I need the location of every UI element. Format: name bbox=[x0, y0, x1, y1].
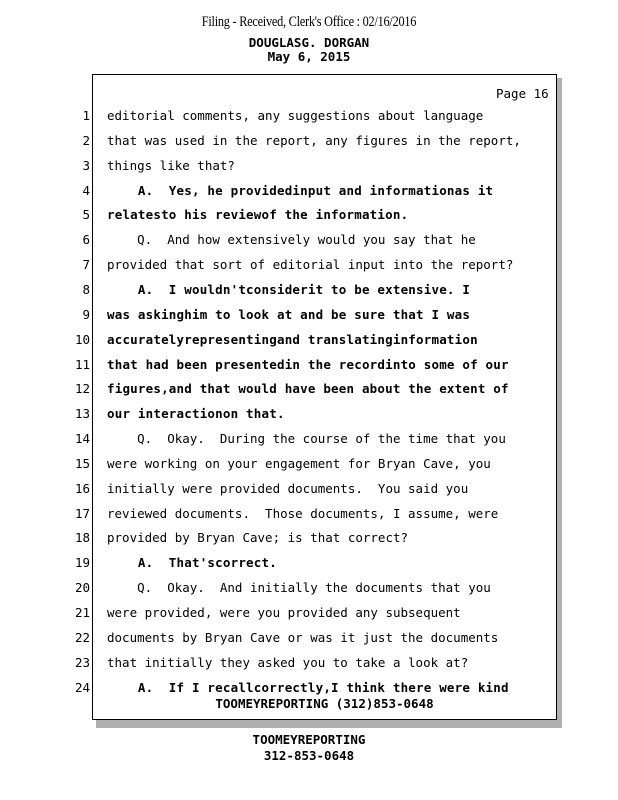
transcript-line bbox=[0, 158, 600, 178]
line-number: 16 bbox=[74, 480, 90, 496]
transcript-line bbox=[0, 530, 600, 550]
transcript-line bbox=[0, 431, 600, 451]
transcript-line bbox=[0, 108, 600, 128]
line-number: 9 bbox=[82, 306, 90, 322]
line-text: were provided, were you provided any subsequent bbox=[107, 605, 461, 620]
transcript-line bbox=[0, 207, 600, 227]
line-text: Q. Okay. During the course of the time that you bbox=[107, 431, 506, 447]
transcript-line bbox=[0, 332, 600, 352]
line-text: provided that sort of editorial input into the report? bbox=[107, 257, 514, 273]
line-number: 14 bbox=[74, 431, 90, 447]
line-number: 15 bbox=[74, 455, 90, 471]
footer-company: TOOMEYREPORTING bbox=[252, 732, 366, 747]
deposition-date: May 6, 2015 bbox=[267, 49, 351, 64]
line-number: 13 bbox=[74, 406, 90, 422]
line-text: documents by Bryan Cave or was it just the documents bbox=[107, 629, 499, 645]
line-number: 3 bbox=[82, 157, 90, 173]
line-number: 21 bbox=[74, 605, 90, 620]
line-text: Q. And how extensively would you say that he bbox=[107, 232, 476, 248]
line-number: 22 bbox=[74, 629, 90, 645]
transcript-line bbox=[0, 655, 600, 675]
line-text: were working on your engagement for Bryan Cave, you bbox=[107, 455, 491, 471]
line-number: 4 bbox=[82, 182, 90, 198]
line-text: editorial comments, any suggestions about language bbox=[107, 108, 484, 123]
transcript-line bbox=[0, 506, 600, 526]
line-number: 6 bbox=[82, 232, 90, 248]
line-number: 18 bbox=[74, 530, 90, 546]
reporter-footer: TOOMEYREPORTING (312)853-0648 bbox=[215, 696, 434, 711]
line-number: 23 bbox=[74, 654, 90, 670]
transcript-line bbox=[0, 555, 600, 575]
line-text: accuratelyrepresentingand translatinginformation bbox=[107, 331, 478, 347]
line-number: 24 bbox=[74, 679, 90, 695]
transcript-line bbox=[0, 357, 600, 377]
line-number: 17 bbox=[74, 505, 90, 521]
line-number: 2 bbox=[82, 132, 90, 148]
transcript-line bbox=[0, 257, 600, 277]
line-text: was askinghim to look at and be sure that I was bbox=[107, 306, 471, 322]
transcript-line bbox=[0, 456, 600, 476]
filing-stamp: Filing - Received, Clerk's Office : 02/16/2016 bbox=[201, 14, 417, 30]
line-text: A. I wouldn'tconsiderit to be extensive. I bbox=[107, 281, 471, 297]
line-number: 5 bbox=[82, 207, 90, 223]
transcript-line bbox=[0, 282, 600, 302]
transcript-line bbox=[0, 481, 600, 501]
line-number: 7 bbox=[82, 257, 90, 273]
page-number: Page 16 bbox=[496, 86, 549, 101]
line-number: 12 bbox=[74, 381, 90, 397]
line-text: A. That'scorrect. bbox=[107, 555, 277, 571]
line-text: figures,and that would have been about the extent of bbox=[107, 381, 509, 397]
line-number: 19 bbox=[74, 555, 90, 571]
transcript-line bbox=[0, 183, 600, 203]
page-footer bbox=[0, 732, 618, 764]
transcript-line bbox=[0, 630, 600, 650]
transcript-line bbox=[0, 580, 600, 600]
line-text: relatesto his reviewof the information. bbox=[107, 207, 409, 223]
line-text: our interactionon that. bbox=[107, 406, 285, 422]
line-text: A. If I recallcorrectly,I think there were kind bbox=[107, 679, 509, 695]
line-number: 11 bbox=[74, 356, 90, 372]
transcript-line bbox=[0, 406, 600, 426]
line-text: that was used in the report, any figures in the report, bbox=[107, 132, 521, 148]
transcript-line bbox=[0, 307, 600, 327]
transcript-line bbox=[0, 133, 600, 153]
transcript-line bbox=[0, 381, 600, 401]
line-number: 20 bbox=[74, 580, 90, 596]
line-text: Q. Okay. And initially the documents that you bbox=[107, 580, 491, 596]
deponent-name: DOUGLASG. DORGAN bbox=[248, 35, 370, 50]
line-text: reviewed documents. Those documents, I assume, were bbox=[107, 505, 499, 521]
transcript-line bbox=[0, 232, 600, 252]
line-text: initially were provided documents. You said you bbox=[107, 480, 469, 496]
footer-phone: 312-853-0648 bbox=[263, 748, 355, 763]
line-text: that initially they asked you to take a look at? bbox=[107, 654, 469, 670]
deposition-header bbox=[0, 36, 618, 64]
line-text: that had been presentedin the recordinto some of our bbox=[107, 356, 509, 372]
line-number: 10 bbox=[74, 331, 90, 347]
line-number: 8 bbox=[82, 281, 90, 297]
transcript-line bbox=[0, 605, 600, 625]
line-text: A. Yes, he providedinput and informationas it bbox=[107, 182, 494, 198]
line-text: things like that? bbox=[107, 157, 235, 173]
line-text: provided by Bryan Cave; is that correct? bbox=[107, 530, 409, 546]
line-number: 1 bbox=[82, 108, 90, 123]
